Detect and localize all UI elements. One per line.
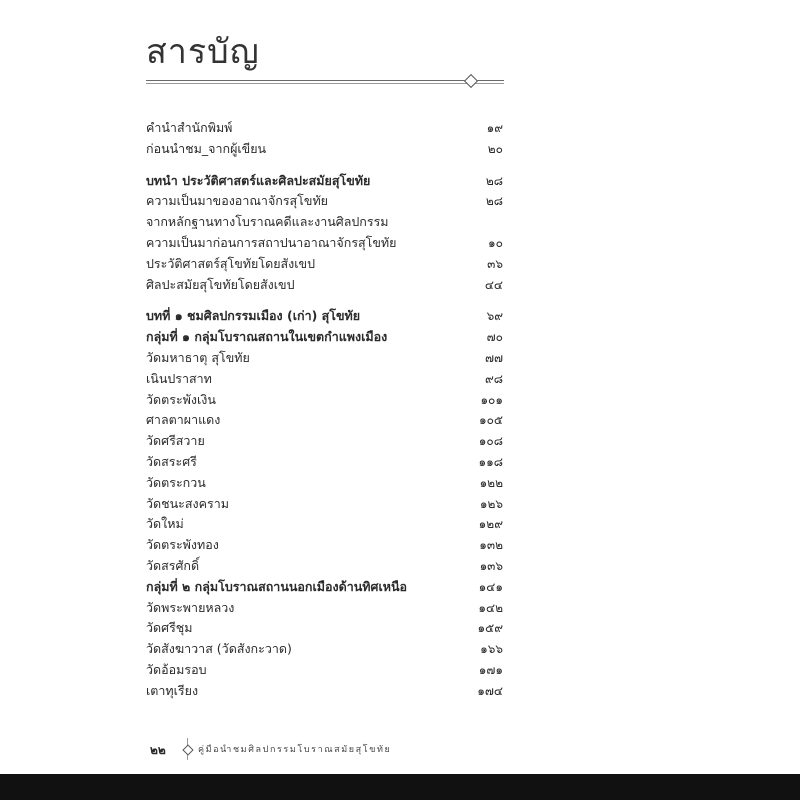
toc-entry-title: ประวัติศาสตร์สุโขทัยโดยสังเขป: [146, 255, 316, 271]
section-gap: [146, 295, 503, 306]
toc-entry[interactable]: [146, 452, 503, 473]
toc-entry[interactable]: [146, 639, 503, 660]
toc-entry-page-number: ๑๕๙: [477, 621, 503, 636]
toc-entry[interactable]: [146, 275, 503, 296]
bottom-black-bar: [0, 774, 800, 800]
toc-entry-title: จากหลักฐานทางโบราณคดีและงานศิลปกรรม: [146, 214, 389, 230]
toc-entry-title: วัดตระพังเงิน: [146, 391, 216, 407]
toc-entry-title: วัดตระพังทอง: [146, 537, 219, 553]
toc-entry-page-number: ๑๗๑: [478, 662, 503, 677]
toc-entry-page-number: ๑๐๘: [478, 434, 503, 449]
toc-entry-page-number: ๒๐: [487, 141, 503, 156]
toc-section-heading[interactable]: [146, 171, 503, 192]
toc-entry[interactable]: [146, 139, 503, 160]
footer-diamond-icon: [182, 744, 193, 755]
toc-entry[interactable]: [146, 681, 503, 702]
toc-entry-page-number: ๑๐: [488, 235, 503, 250]
toc-entry[interactable]: [146, 556, 503, 577]
toc-entry-page-number: ๑๗๔: [477, 683, 503, 698]
toc-entry-title: วัดอ้อมรอบ: [146, 661, 207, 677]
toc-entry-title: วัดพระพายหลวง: [146, 599, 235, 615]
toc-entry[interactable]: [146, 390, 503, 411]
page-title: สารบัญ: [146, 32, 260, 72]
toc-entry-title: กลุ่มที่ ๑ กลุ่มโบราณสถานในเขตกำแพงเมือง: [146, 329, 388, 345]
toc-entry-title: วัดตระกวน: [146, 474, 206, 490]
toc-entry-title: บทที่ ๑ ชมศิลปกรรมเมือง (เก่า) สุโขทัย: [146, 308, 361, 324]
toc-entry-title: วัดศรีสวาย: [146, 433, 205, 449]
toc-section-heading[interactable]: [146, 306, 503, 327]
toc-entry-page-number: ๑๓๖: [479, 558, 503, 573]
toc-entry-page-number: ๖๙: [486, 309, 503, 324]
toc-entry[interactable]: [146, 254, 503, 275]
diamond-ornament-icon: [464, 74, 478, 88]
toc-entry-title: ศาลตาผาแดง: [146, 412, 221, 428]
toc-entry[interactable]: [146, 660, 503, 681]
toc-entry-title: วัดสรศักดิ์: [146, 557, 200, 573]
toc-entry-title: วัดศรีชุม: [146, 620, 193, 636]
toc-entry-title: เนินปราสาท: [146, 370, 212, 386]
toc-entry-title: เตาทุเรียง: [146, 682, 199, 698]
toc-entry[interactable]: [146, 535, 503, 556]
page-footer: [150, 741, 450, 759]
toc-entry[interactable]: [146, 431, 503, 452]
rule-line-bottom: [146, 83, 504, 84]
toc-entry-title: ศิลปะสมัยสุโขทัยโดยสังเขป: [146, 276, 295, 292]
toc-entry-page-number: ๑๔๑: [478, 579, 503, 594]
toc-entry-title: วัดมหาธาตุ สุโขทัย: [146, 349, 250, 365]
toc-entry[interactable]: [146, 212, 503, 233]
toc-entry[interactable]: [146, 191, 503, 212]
toc-entry-title: วัดสระศรี: [146, 453, 197, 469]
toc-entry-title: ก่อนนำชม_จากผู้เขียน: [146, 140, 267, 156]
toc-entry[interactable]: [146, 410, 503, 431]
toc-entry[interactable]: [146, 473, 503, 494]
title-ornament-rule: [146, 79, 504, 89]
toc-entry-page-number: ๑๒๙: [478, 517, 503, 532]
toc-entry-title: ความเป็นมาก่อนการสถาปนาอาณาจักรสุโขทัย: [146, 234, 397, 250]
toc-entry-page-number: ๑๖๖: [480, 642, 503, 657]
toc-entry[interactable]: [146, 618, 503, 639]
toc-entry-page-number: ๒๘: [485, 173, 503, 188]
toc-entry-page-number: ๑๔๒: [478, 600, 503, 615]
toc-entry-page-number: ๑๒๖: [479, 496, 503, 511]
table-of-contents: [146, 118, 503, 702]
toc-section-heading[interactable]: [146, 327, 503, 348]
toc-entry[interactable]: [146, 118, 503, 139]
toc-entry[interactable]: [146, 369, 503, 390]
toc-entry-page-number: ๔๔: [484, 277, 503, 292]
toc-section-heading[interactable]: [146, 577, 503, 598]
toc-entry-page-number: ๑๙: [486, 121, 503, 135]
toc-entry[interactable]: [146, 494, 503, 515]
toc-entry[interactable]: [146, 348, 503, 369]
toc-entry-page-number: ๗๐: [486, 330, 503, 345]
toc-entry-page-number: ๑๐๕: [478, 413, 503, 428]
toc-entry-page-number: ๑๓๒: [479, 538, 503, 553]
toc-entry-page-number: ๗๗: [484, 350, 503, 365]
footer-page-number: ๒๒: [150, 743, 166, 757]
toc-entry-page-number: ๓๖: [487, 256, 503, 271]
toc-entry-page-number: ๙๘: [484, 371, 503, 386]
footer-book-title: คู่มือนำชมศิลปกรรมโบราณสมัยสุโขทัย: [198, 745, 392, 755]
toc-entry-title: วัดสังฆาวาส (วัดสังกะวาด): [146, 641, 292, 657]
toc-entry[interactable]: [146, 514, 503, 535]
toc-entry[interactable]: [146, 598, 503, 619]
toc-entry-page-number: ๑๒๒: [479, 475, 503, 490]
toc-entry-title: กลุ่มที่ ๒ กลุ่มโบราณสถานนอกเมืองด้านทิศเหนือ: [146, 578, 408, 594]
toc-entry-title: ความเป็นมาของอาณาจักรสุโขทัย: [146, 193, 329, 209]
toc-entry-page-number: ๒๘: [485, 194, 503, 209]
rule-line-top: [146, 80, 504, 81]
toc-entry-page-number: ๑๑๘: [478, 454, 503, 469]
toc-entry-title: บทนำ ประวัติศาสตร์และศิลปะสมัยสุโขทัย: [146, 172, 371, 188]
toc-entry-title: วัดใหม่: [146, 516, 184, 532]
toc-entry-title: วัดชนะสงคราม: [146, 495, 229, 511]
toc-entry[interactable]: [146, 233, 503, 254]
toc-entry-page-number: ๑๐๑: [480, 392, 503, 407]
toc-entry-title: คำนำสำนักพิมพ์: [146, 120, 233, 135]
section-gap: [146, 160, 503, 171]
